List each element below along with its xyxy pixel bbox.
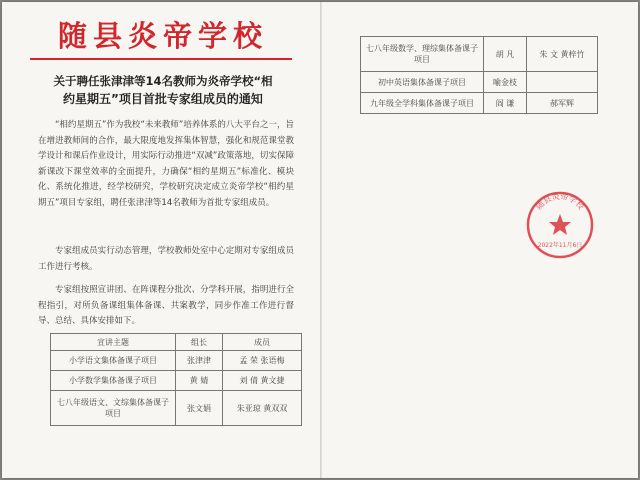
table-row xyxy=(361,93,598,114)
leader-cell: 阎 谦 xyxy=(484,93,527,114)
project-cell: 小学数学集体备课子项目 xyxy=(51,371,176,391)
seal-text: 随县炎帝学校 xyxy=(534,191,586,212)
notice-title-line2: 约星期五”项目首批专家组成员的通知 xyxy=(63,92,263,106)
members-cell: 朱 文 黄梓竹 xyxy=(527,37,598,72)
members-cell xyxy=(527,72,598,93)
leader-cell: 胡 凡 xyxy=(484,37,527,72)
project-cell: 小学语文集体备课子项目 xyxy=(51,351,176,371)
body-paragraph-3: 专家组按照宣讲团、在阵课程分批次、分学科开展，指明进行全程指引，对所负备课组集体备课、共案教学，同步作准工作进行督导、总结、具体安排如下。 xyxy=(38,285,294,326)
header-red-rule xyxy=(30,58,292,60)
project-cell: 初中英语集体备课子项目 xyxy=(361,72,484,93)
members-cell: 郝军辉 xyxy=(527,93,598,114)
body-paragraph-2: 专家组成员实行动态管理，学校教师处室中心定期对专家组成员工作进行考核。 xyxy=(38,246,294,272)
project-cell: 七八年级数学、理综集体备课子项目 xyxy=(361,37,484,72)
header-leader: 组长 xyxy=(176,334,223,351)
table-row xyxy=(51,391,302,426)
table-row xyxy=(51,351,302,371)
table-row xyxy=(51,371,302,391)
table-row xyxy=(361,37,598,72)
members-cell: 朱亚琼 黄双双 xyxy=(223,391,302,426)
table-header-row xyxy=(51,334,302,351)
members-cell: 刘 倩 黄文捷 xyxy=(223,371,302,391)
expert-table-part2 xyxy=(360,36,598,114)
notice-title-line1: 关于聘任张津津等14名教师为炎帝学校“相 xyxy=(53,74,273,88)
members-cell: 孟 荣 张语梅 xyxy=(223,351,302,371)
header-topic: 宣讲主题 xyxy=(51,334,176,351)
school-seal-stamp xyxy=(525,190,595,260)
notice-title xyxy=(30,72,296,108)
page-fold xyxy=(320,2,322,478)
table-row xyxy=(361,72,598,93)
expert-table-part1 xyxy=(50,333,302,426)
project-cell: 九年级全学科集体备课子项目 xyxy=(361,93,484,114)
seal-date: 2022年11月6日 xyxy=(537,242,583,249)
leader-cell: 黄 婧 xyxy=(176,371,223,391)
seal-star-icon xyxy=(549,214,571,235)
school-name-header: 随县炎帝学校 xyxy=(57,19,268,53)
project-cell: 七八年级语文、文综集体备课子项目 xyxy=(51,391,176,426)
leader-cell: 喻金枝 xyxy=(484,72,527,93)
leader-cell: 张文娟 xyxy=(176,391,223,426)
leader-cell: 张津津 xyxy=(176,351,223,371)
body-paragraph-1: “相约星期五”作为我校“未来教师”培养体系的八大平台之一，旨在增进教师间的合作，最大限度地发挥集体智慧，强化和规范课堂教学设计和课后作业设计，用实际行动推进“双减”政策落地，切实保障新课改下课堂效率的全面提升，力确保“相约星期五”标准化、模块化、系统化推进，经学校研究，学校研究决定成立炎帝学校“相约星期五”项目专家组，聘任张津津等14名教师为首批专家组成员。 xyxy=(38,120,294,208)
header-members: 成员 xyxy=(223,334,302,351)
